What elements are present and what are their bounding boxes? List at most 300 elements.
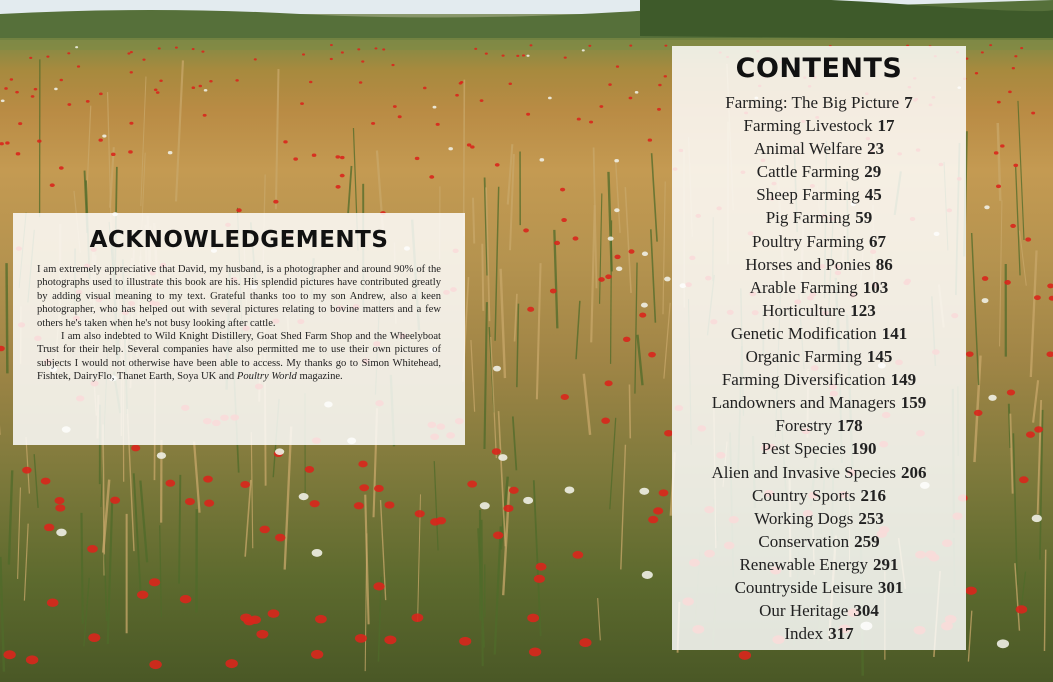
flower — [158, 47, 161, 49]
flower — [310, 500, 320, 507]
stalk — [134, 473, 141, 593]
flower — [598, 277, 605, 282]
contents-entry-page: 301 — [877, 577, 904, 597]
contents-entry-page: 190 — [851, 439, 877, 459]
stalk — [108, 499, 113, 644]
contents-entry-page: 141 — [881, 323, 908, 343]
stalk — [18, 487, 21, 578]
stalk — [637, 335, 642, 385]
flower — [41, 478, 51, 485]
contents-entry-page: 216 — [860, 485, 886, 505]
flower — [10, 78, 13, 80]
flower — [436, 517, 446, 524]
flower — [605, 380, 613, 386]
contents-entry — [672, 461, 966, 484]
flower — [374, 47, 377, 49]
flower — [361, 60, 364, 62]
flower — [67, 52, 70, 54]
flower — [359, 484, 369, 491]
contents-entry-page: 178 — [837, 416, 863, 436]
flower — [588, 45, 591, 47]
flower — [436, 123, 440, 126]
flower — [550, 289, 557, 294]
flower — [601, 418, 610, 424]
flower — [664, 277, 671, 282]
stalk — [84, 578, 89, 647]
flower — [664, 75, 667, 77]
flower — [127, 52, 130, 54]
flower — [300, 102, 304, 105]
flower — [201, 51, 204, 53]
stalk — [0, 557, 4, 672]
flower — [354, 502, 364, 509]
flower — [50, 183, 55, 187]
flower — [564, 57, 567, 59]
flower — [981, 51, 984, 53]
contents-entry — [672, 137, 966, 160]
flower — [641, 303, 648, 308]
flower — [102, 134, 106, 137]
flower — [393, 105, 397, 108]
acknowledgements-paragraph-2-text: I am also indebted to Wild Knight Distillery, Goat Shed Farm Shop and the Wheelyboat Trust for their help. Several companies have also permitted me to use their own pictures of subjects I would not otherwise have been able to access. My thanks go to Simon Whitehead, Fishtek, DairyFlo, Thanet Earth, Soya UK and — [37, 331, 441, 383]
contents-entry — [672, 160, 966, 183]
flower — [974, 410, 983, 416]
flower — [459, 637, 471, 646]
flower — [989, 44, 992, 46]
flower — [616, 65, 619, 67]
stalk — [635, 263, 637, 394]
flower — [975, 72, 978, 74]
flower — [88, 633, 100, 642]
contents-entry-page: 291 — [873, 554, 899, 574]
contents-entry-page: 149 — [890, 370, 917, 390]
flower — [1031, 112, 1035, 115]
flower — [648, 516, 658, 523]
flower — [608, 83, 612, 86]
flower — [130, 71, 133, 73]
flower — [495, 163, 500, 166]
flower — [415, 510, 425, 517]
flower — [4, 87, 8, 90]
contents-entry-title: Organic Farming — [745, 347, 862, 367]
flower — [192, 86, 196, 89]
flower — [433, 106, 437, 109]
contents-entry-page: 123 — [850, 300, 876, 320]
flower — [137, 591, 148, 599]
flower — [131, 445, 140, 452]
stalk — [471, 340, 475, 412]
flower — [330, 44, 333, 46]
contents-entry-title: Pest Species — [761, 439, 847, 459]
flower — [1034, 295, 1041, 300]
stalk — [81, 513, 82, 624]
flower — [1049, 296, 1053, 301]
stalk — [473, 198, 474, 244]
flower — [614, 208, 619, 212]
contents-entry-page: 317 — [828, 624, 854, 644]
flower — [225, 659, 237, 668]
contents-entry-title: Conservation — [758, 531, 850, 551]
flower — [0, 142, 4, 145]
flower — [249, 615, 261, 624]
flower — [86, 100, 90, 103]
stalk — [664, 303, 670, 379]
stalk — [629, 385, 630, 439]
flower — [412, 613, 424, 622]
flower — [629, 97, 633, 100]
flower — [157, 452, 166, 459]
flower — [467, 481, 477, 488]
flower — [653, 507, 663, 514]
contents-entry — [672, 484, 966, 507]
contents-entry-title: Farming Diversification — [721, 370, 886, 390]
contents-entry-page: 159 — [900, 393, 927, 413]
contents-entry — [672, 553, 966, 576]
acknowledgements-paragraph-2 — [37, 330, 441, 384]
contents-entry — [672, 91, 966, 114]
contents-entry-title: Landowners and Managers — [711, 393, 896, 413]
flower — [391, 64, 394, 66]
flower — [536, 563, 547, 571]
contents-entry — [672, 206, 966, 229]
flower — [523, 228, 529, 232]
flower — [75, 46, 78, 48]
flower — [467, 143, 471, 146]
flower — [46, 56, 49, 58]
flower — [642, 252, 648, 256]
flower — [283, 140, 287, 143]
flower — [1014, 55, 1017, 57]
flower — [22, 467, 31, 474]
stalk — [176, 60, 183, 201]
flower — [175, 47, 178, 49]
flower — [384, 501, 394, 508]
stalk — [1013, 433, 1017, 585]
flower — [98, 139, 102, 142]
flower — [330, 58, 333, 60]
flower — [0, 346, 5, 352]
stalk — [517, 304, 519, 388]
flower — [87, 545, 98, 553]
flower — [455, 94, 459, 97]
contents-entry-page: 23 — [867, 139, 885, 159]
flower — [534, 575, 545, 583]
flower — [384, 635, 396, 644]
contents-entry-page: 259 — [854, 531, 880, 551]
stalk — [482, 244, 483, 311]
contents-entry-title: Farming Livestock — [743, 116, 873, 136]
flower — [1013, 164, 1018, 167]
stalk — [276, 69, 279, 209]
contents-entry — [672, 183, 966, 206]
flower — [493, 531, 503, 539]
flower — [1010, 224, 1016, 228]
flower — [1008, 91, 1012, 94]
flower — [493, 366, 501, 372]
flower — [639, 313, 646, 318]
stalk — [251, 432, 252, 548]
flower — [18, 122, 22, 125]
acknowledgements-paragraph-2-end: magazine. — [296, 371, 343, 383]
contents-entry-title: Our Heritage — [759, 601, 849, 621]
flower — [335, 155, 340, 158]
contents-heading: CONTENTS — [735, 53, 903, 84]
flower — [315, 615, 327, 624]
flower — [502, 55, 505, 57]
contents-entry — [672, 576, 966, 599]
flower — [498, 454, 507, 461]
contents-entry-title: Alien and Invasive Species — [711, 462, 897, 482]
contents-entry — [672, 507, 966, 530]
flower — [530, 44, 533, 46]
contents-entry — [672, 391, 966, 414]
flower — [485, 53, 488, 55]
stalk — [576, 301, 580, 359]
flower — [561, 394, 569, 400]
flower — [573, 236, 579, 240]
flower — [398, 115, 402, 118]
flower — [382, 48, 385, 50]
flower — [1000, 144, 1004, 147]
flower — [312, 549, 323, 557]
contents-entry-page: 29 — [864, 162, 882, 182]
contents-entry-page: 45 — [864, 185, 882, 205]
stalk — [434, 461, 438, 550]
contents-entry — [672, 322, 966, 345]
flower — [256, 630, 268, 639]
flower — [988, 395, 996, 401]
stalk — [194, 442, 199, 513]
stalk — [491, 337, 497, 458]
contents-list — [672, 91, 966, 645]
contents-entry-title: Horses and Ponies — [745, 254, 871, 274]
contents-entry-title: Working Dogs — [754, 508, 854, 528]
stalk — [584, 374, 590, 435]
contents-entry-title: Pig Farming — [765, 208, 851, 228]
contents-entry-title: Horticulture — [762, 300, 846, 320]
flower — [1020, 47, 1023, 49]
flower — [1046, 351, 1053, 357]
contents-entry — [672, 253, 966, 276]
flower — [474, 48, 477, 50]
flower — [149, 660, 161, 669]
flower — [642, 571, 653, 579]
stalk — [972, 233, 979, 385]
flower — [359, 81, 362, 84]
flower — [29, 57, 32, 59]
flower — [209, 80, 212, 83]
flower — [639, 488, 649, 495]
flower — [203, 114, 207, 117]
contents-panel — [672, 46, 966, 650]
flower — [374, 485, 384, 492]
stalk — [651, 229, 656, 322]
flower — [582, 49, 585, 51]
flower — [996, 184, 1001, 188]
contents-entry-title: Country Sports — [752, 485, 856, 505]
flower — [31, 95, 35, 98]
flower — [1007, 389, 1015, 395]
contents-entry-title: Farming: The Big Picture — [725, 93, 900, 112]
stalk — [625, 187, 631, 293]
flower — [268, 609, 280, 618]
acknowledgements-heading: ACKNOWLEDGEMENTS — [89, 227, 389, 253]
flower — [168, 151, 173, 154]
flower — [623, 337, 630, 342]
acknowledgements-panel — [13, 213, 465, 445]
flower — [648, 352, 656, 358]
flower — [614, 159, 619, 162]
flower — [739, 651, 751, 660]
flower — [199, 85, 203, 88]
flower — [554, 241, 560, 245]
flower — [994, 151, 999, 154]
stalk — [7, 263, 8, 373]
flower — [67, 103, 71, 106]
contents-entry-page: 253 — [858, 508, 884, 528]
flower — [47, 599, 59, 607]
stalk — [1033, 380, 1038, 422]
stalk — [9, 470, 12, 564]
flower — [1047, 284, 1053, 289]
contents-entry-page: 17 — [877, 116, 895, 136]
flower — [561, 218, 567, 222]
flower — [415, 157, 420, 160]
flower — [5, 141, 9, 144]
flower — [459, 82, 462, 85]
flower — [60, 79, 63, 82]
flower — [371, 122, 375, 125]
flower — [128, 150, 133, 153]
stalk — [621, 445, 626, 570]
flower — [149, 578, 160, 586]
stalk — [598, 598, 601, 640]
flower — [293, 157, 298, 160]
flower — [480, 99, 484, 102]
contents-entry-page: 7 — [904, 93, 913, 112]
stalk — [608, 172, 611, 272]
flower — [1004, 280, 1011, 285]
contents-entry — [672, 530, 966, 553]
stalk — [245, 480, 251, 557]
flower — [275, 534, 286, 542]
contents-entry — [672, 437, 966, 460]
stalk — [179, 475, 180, 584]
stalk — [1031, 250, 1037, 377]
flower — [982, 298, 989, 303]
flower — [628, 249, 634, 253]
flower — [539, 158, 544, 161]
flower — [664, 45, 667, 47]
flower — [240, 481, 250, 488]
contents-entry — [672, 599, 966, 622]
flower — [357, 48, 360, 50]
flower — [311, 650, 323, 659]
stalk — [968, 611, 971, 662]
stalk — [998, 123, 1001, 201]
flower — [3, 650, 15, 659]
flower — [589, 121, 593, 124]
flower — [658, 84, 662, 87]
flower — [480, 502, 490, 509]
flower — [509, 487, 519, 494]
acknowledgements-paragraph-1: I am extremely appreciative that David, my husband, is a photographer and around 90% of the photographs used to illustrate this book are his. His splendid pictures have contributed greatly by adding visual meaning to my text. Grateful thanks too to my son Andrew, also a keen photographer, who has helped out with several pictures relating to bovine matters and a few others he's taken when he's not busy looking after cattle. — [37, 264, 441, 329]
contents-entry-title: Arable Farming — [749, 277, 858, 297]
flower — [166, 480, 176, 487]
flower — [529, 647, 541, 656]
flower — [37, 140, 41, 143]
flower — [312, 154, 317, 157]
flower — [1012, 67, 1015, 69]
flower — [1, 99, 5, 102]
flower — [616, 266, 622, 271]
stalk — [24, 524, 28, 601]
stalk — [616, 160, 620, 233]
flower — [1032, 515, 1042, 522]
contents-entry-title: Cattle Farming — [756, 162, 860, 182]
flower — [111, 153, 116, 156]
flower — [526, 113, 530, 116]
flower — [54, 88, 58, 91]
stalk — [537, 263, 541, 399]
flower — [599, 105, 603, 108]
contents-entry — [672, 299, 966, 322]
flower — [997, 639, 1009, 648]
stalk — [1019, 231, 1026, 286]
flower — [523, 497, 533, 504]
flower — [26, 655, 38, 664]
stalk — [348, 166, 351, 213]
flower — [156, 91, 160, 94]
flower — [614, 255, 620, 259]
flower — [110, 497, 120, 504]
stalk — [1044, 550, 1045, 651]
flower — [305, 466, 314, 473]
contents-entry-title: Animal Welfare — [753, 139, 863, 159]
flower — [16, 152, 21, 155]
contents-entry-page: 86 — [875, 254, 893, 274]
stalk — [610, 418, 616, 510]
flower — [657, 108, 661, 111]
stalk — [285, 427, 292, 570]
contents-entry-title: Renewable Energy — [739, 554, 869, 574]
flower — [966, 587, 977, 595]
stalk — [534, 480, 541, 636]
flower — [77, 65, 80, 67]
magazine-title: Poultry World — [236, 371, 297, 383]
flower — [1026, 431, 1035, 437]
flower — [192, 48, 195, 50]
flower — [336, 185, 341, 189]
flower — [635, 91, 639, 94]
flower — [159, 80, 162, 83]
flower — [309, 81, 312, 84]
contents-entry-page: 103 — [862, 277, 889, 297]
contents-entry — [672, 276, 966, 299]
stalk — [26, 437, 29, 494]
flower — [577, 118, 581, 121]
contents-entry — [672, 368, 966, 391]
flower — [275, 448, 284, 455]
flower — [429, 175, 434, 179]
flower — [129, 122, 133, 125]
flower — [254, 58, 257, 60]
flower — [492, 448, 501, 455]
flower — [130, 51, 133, 53]
flower — [1016, 605, 1028, 613]
stalk — [140, 481, 147, 563]
flower — [572, 551, 583, 559]
